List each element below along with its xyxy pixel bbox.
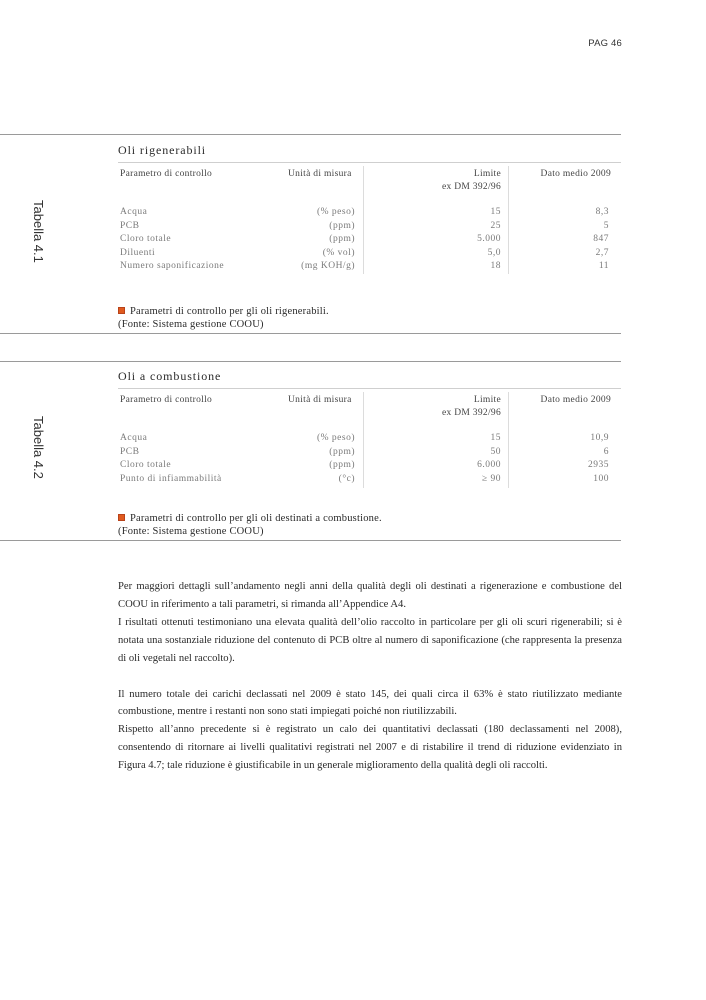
orange-square-icon <box>118 514 125 521</box>
cell-limit: 25 <box>490 220 501 231</box>
header-unit: Unità di misura <box>288 169 352 179</box>
table-title: Oli a combustione <box>118 369 222 383</box>
cell-avg: 8,3 <box>595 207 609 217</box>
table-row <box>118 474 621 488</box>
table-header <box>118 388 621 418</box>
table-body <box>118 433 621 487</box>
table-row <box>118 234 621 248</box>
cell-avg: 5 <box>603 220 609 231</box>
table-label: Tabella 4.1 <box>31 200 46 263</box>
table-label: Tabella 4.2 <box>31 416 46 479</box>
header-limit-line1: Limite <box>473 395 501 405</box>
cell-avg: 100 <box>593 473 609 484</box>
paragraph: Il numero totale dei carichi declassati nel 2009 è stato 145, dei quali circa il 63% è stato riutilizzato mediante combustione, mentre i restanti non sono stati impiegati poiché non riutilizzabili. <box>118 688 622 718</box>
cell-limit: 15 <box>490 207 501 217</box>
header-param: Parametro di controllo <box>120 395 213 405</box>
cell-avg: 6 <box>603 446 609 457</box>
cell-param: Punto di infiammabilità <box>120 473 222 484</box>
cell-limit: 5,0 <box>487 247 501 258</box>
cell-param: PCB <box>120 220 140 231</box>
cell-unit: (ppm) <box>329 446 355 457</box>
table-row <box>118 460 621 474</box>
caption-text: Parametri di controllo per gli oli destinati a combustione. <box>130 513 382 524</box>
cell-limit: 18 <box>490 261 501 271</box>
table-caption <box>118 512 382 538</box>
cell-avg: 11 <box>598 261 609 271</box>
cell-param: Acqua <box>120 207 148 217</box>
header-avg: Dato medio 2009 <box>540 395 611 405</box>
cell-limit: 6.000 <box>477 460 501 470</box>
table-caption <box>118 305 329 331</box>
table-title: Oli rigenerabili <box>118 143 207 157</box>
header-limit-line2: ex DM 392/96 <box>441 182 501 192</box>
cell-unit: (°c) <box>338 473 355 484</box>
cell-limit: 50 <box>490 446 501 457</box>
cell-unit: (% peso) <box>316 433 355 443</box>
orange-square-icon <box>118 307 125 314</box>
cell-limit: 15 <box>490 433 501 443</box>
section-rule <box>0 540 621 541</box>
header-limit <box>442 168 501 194</box>
cell-param: Cloro totale <box>120 460 172 470</box>
section-rule <box>0 134 621 135</box>
table-row <box>118 248 621 262</box>
cell-unit: (ppm) <box>329 220 355 231</box>
header-param: Parametro di controllo <box>120 169 213 179</box>
table-row <box>118 447 621 461</box>
cell-avg: 847 <box>593 234 609 244</box>
table-body <box>118 207 621 275</box>
cell-avg: 2,7 <box>595 247 609 258</box>
paragraph: Per maggiori dettagli sull’andamento negli anni della qualità degli oli destinati a rigenerazione e combustione del COOU in riferimento a tali parametri, si rimanda all’Appendice A4. <box>118 581 622 610</box>
cell-unit: (% vol) <box>322 247 355 258</box>
section-rule <box>0 333 621 334</box>
section-rule <box>0 361 621 362</box>
table-row <box>118 261 621 275</box>
cell-avg: 2935 <box>588 460 609 470</box>
header-avg: Dato medio 2009 <box>540 169 611 179</box>
cell-limit: ≥ 90 <box>481 473 501 484</box>
table-row <box>118 207 621 221</box>
body-text <box>118 578 622 775</box>
header-limit-line1: Limite <box>473 169 501 179</box>
table-row <box>118 433 621 447</box>
cell-param: Cloro totale <box>120 234 172 244</box>
header-limit-line2: ex DM 392/96 <box>441 408 501 418</box>
cell-param: Numero saponificazione <box>120 261 225 271</box>
table-row <box>118 221 621 235</box>
header-unit: Unità di misura <box>288 395 352 405</box>
caption-source: (Fonte: Sistema gestione COOU) <box>118 526 264 537</box>
caption-text: Parametri di controllo per gli oli rigenerabili. <box>130 306 329 317</box>
cell-limit: 5.000 <box>477 234 501 244</box>
cell-unit: (% peso) <box>316 207 355 217</box>
header-limit <box>442 394 501 420</box>
cell-param: PCB <box>120 446 140 457</box>
cell-unit: (mg KOH/g) <box>301 261 355 271</box>
cell-param: Diluenti <box>120 247 156 258</box>
cell-unit: (ppm) <box>329 460 355 470</box>
cell-avg: 10,9 <box>590 433 609 443</box>
paragraph: Rispetto all’anno precedente si è registrato un calo dei quantitativi declassati (180 declassamenti nel 2008), consentendo di ritornare ai livelli qualitativi registrati nel 2007 e di ristabilire il trend di riduzione evidenziato in Figura 4.7; tale riduzione è giustificabile in un generale miglioramento della qualità degli oli raccolti. <box>118 724 622 772</box>
cell-param: Acqua <box>120 433 148 443</box>
paragraph: I risultati ottenuti testimoniano una elevata qualità dell’olio raccolto in particolare per gli oli scuri rigenerabili; si è notata una sostanziale riduzione del contenuto di PCB oltre al numero di saponificazione (che rappresenta la presenza di oli vegetali nel raccolto). <box>118 616 622 664</box>
caption-source: (Fonte: Sistema gestione COOU) <box>118 319 264 330</box>
table-header <box>118 162 621 192</box>
page-number: PAG 46 <box>588 38 622 49</box>
cell-unit: (ppm) <box>329 234 355 244</box>
